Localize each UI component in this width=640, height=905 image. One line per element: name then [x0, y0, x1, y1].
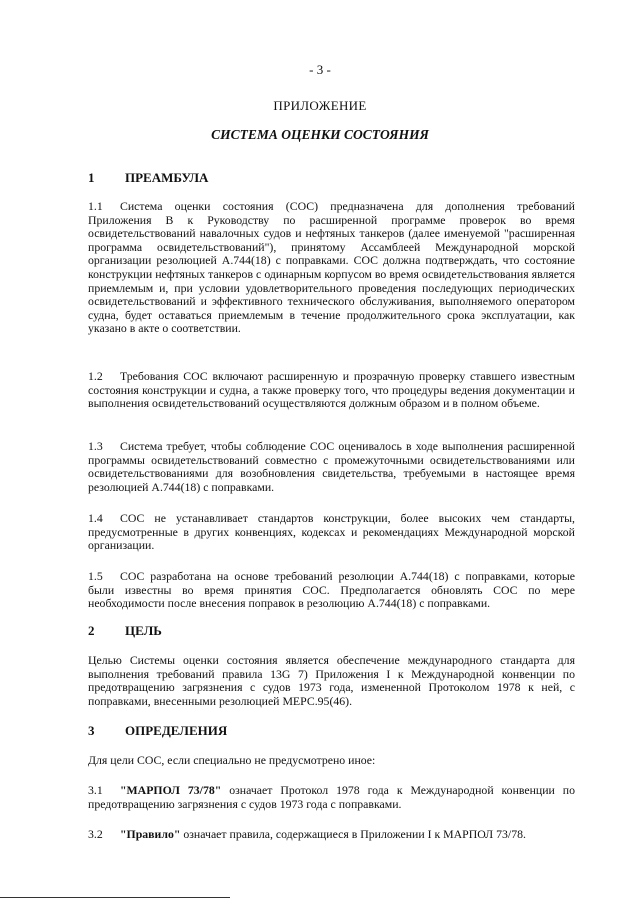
paragraph-text: означает Протокол 1978 года к Международной конвенции по предотвращению загрязнения с судов 1973 года с поправками. [88, 783, 575, 811]
paragraph-text: Система оценки состояния (СОС) предназначена для дополнения требований Приложения В к Руководству по расширенной программе проверок во время освидетельствований навалочных судов и нефтяных танкеров (далее именуемой "расширенная программа освидетельствований"), принятому Ассамблеей Международной морской организации резолюцией А.744(18) с поправками. СОС должна подтверждать, что состояние конструкции нефтяных танкеров с одинарным корпусом во время освидетельствования является приемлемым и, при условии удовлетворительного проведения последующих периодических освидетельствований и эффективного технического обслуживания, выполняемого оператором судна, будет оставаться приемлемым в течение продолжительного срока эксплуатации, как указано в акте о соответствии. [88, 199, 575, 336]
paragraph-1-2 [88, 370, 575, 411]
paragraph-2 [88, 654, 575, 708]
paragraph-text: Система требует, чтобы соблюдение СОС оценивалось в ходе выполнения расширенной программы освидетельствований совместно с промежуточными освидетельствованиями или освидетельствованиями для возобновления свидетельства, требуемыми в настоящее время резолюцией А.744(18) с поправками. [88, 439, 575, 494]
paragraph-text: Требования СОС включают расширенную и прозрачную проверку ставшего известным состояния конструкции и судна, а также проверку того, что процедуры ведения документации и выполнения освидетельствований осуществляются должным образом и в полном объеме. [88, 369, 575, 411]
footer-rule [0, 897, 230, 898]
paragraph-number: 1.1 [88, 199, 103, 213]
paragraph-text: Для цели СОС, если специально не предусмотрено иное: [88, 753, 376, 767]
defined-term: "Правило" [120, 827, 181, 841]
section-title: ОПРЕДЕЛЕНИЯ [125, 723, 228, 738]
paragraph-3-1 [88, 784, 575, 811]
paragraph-3-2 [88, 828, 575, 842]
section-heading-3 [88, 723, 227, 739]
page-number: - 3 - [309, 62, 331, 77]
paragraph-1-1 [88, 200, 575, 336]
paragraph-text: СОС не устанавливает стандартов конструкции, более высоких чем стандарты, предусмотренные в других конвенциях, кодексах и рекомендациях Международной морской организации. [88, 511, 575, 553]
paragraph-number: 3.2 [88, 827, 103, 841]
section-number: 1 [88, 170, 95, 185]
section-heading-2 [88, 623, 162, 639]
paragraph-1-4 [88, 512, 575, 553]
paragraph-1-3 [88, 440, 575, 494]
section-number: 2 [88, 623, 95, 638]
defined-term: "МАРПОЛ 73/78" [120, 783, 222, 797]
paragraph-3-intro [88, 754, 575, 768]
paragraph-number: 1.5 [88, 569, 103, 583]
paragraph-text: Целью Системы оценки состояния является обеспечение международного стандарта для выполнения требований правила 13G 7) Приложения I к Международной конвенции по предотвращению загрязнения с судов 1973 года, измененной Протоколом 1978 к ней, с поправками, внесенными резолюцией МЕРС.95(46). [88, 653, 575, 708]
section-heading-1 [88, 170, 208, 186]
paragraph-text: СОС разработана на основе требований резолюции А.744(18) с поправками, которые были известны во время принятия СОС. Предполагается обновлять СОС по мере необходимости после внесения поправок в резолюцию А.744(18) с поправками. [88, 569, 575, 611]
paragraph-1-5 [88, 570, 575, 611]
paragraph-number: 3.1 [88, 783, 103, 797]
annex-label: ПРИЛОЖЕНИЕ [273, 98, 367, 113]
section-title: ПРЕАМБУЛА [125, 170, 209, 185]
document-title: СИСТЕМА ОЦЕНКИ СОСТОЯНИЯ [211, 127, 429, 142]
paragraph-number: 1.3 [88, 439, 103, 453]
paragraph-number: 1.4 [88, 511, 103, 525]
paragraph-number: 1.2 [88, 369, 103, 383]
section-title: ЦЕЛЬ [125, 623, 162, 638]
paragraph-text: означает правила, содержащиеся в Приложении I к МАРПОЛ 73/78. [180, 827, 526, 841]
section-number: 3 [88, 723, 95, 738]
